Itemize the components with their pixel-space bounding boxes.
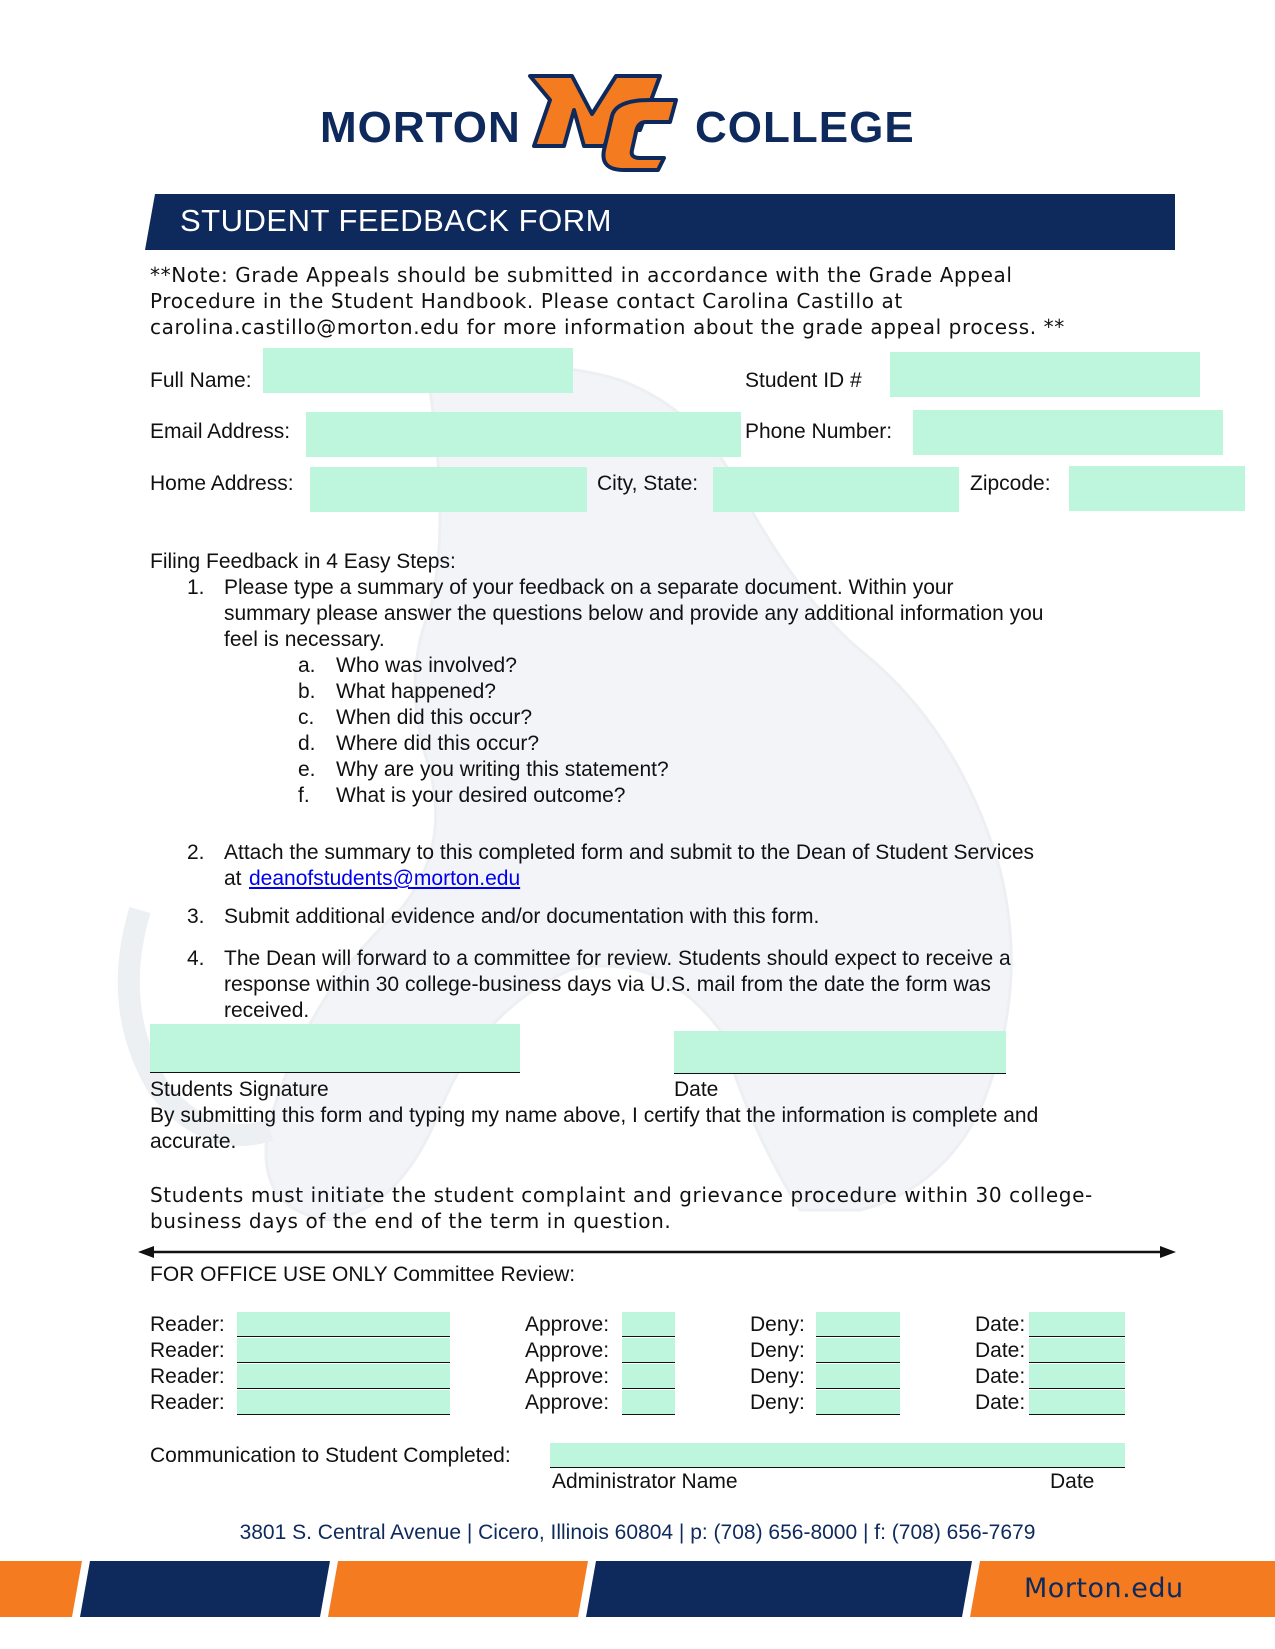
deny-field[interactable] [816, 1312, 900, 1337]
reader-field[interactable] [237, 1312, 450, 1337]
approve-label: Approve: [525, 1391, 610, 1414]
deny-label: Deny: [750, 1365, 805, 1388]
review-date-field[interactable] [1029, 1390, 1125, 1415]
review-date-label: Date: [975, 1339, 1026, 1362]
reader-field[interactable] [237, 1364, 450, 1389]
student-signature-label: Students Signature [150, 1078, 329, 1101]
approve-label: Approve: [525, 1365, 610, 1388]
step-2-number: 2. [187, 841, 205, 864]
city-state-label: City, State: [597, 472, 699, 495]
student-id-field[interactable] [890, 352, 1200, 397]
student-signature-field[interactable] [150, 1024, 520, 1073]
deny-field[interactable] [816, 1390, 900, 1415]
sub-item-text: Who was involved? [336, 654, 517, 677]
step-1-number: 1. [187, 576, 205, 599]
city-state-field[interactable] [713, 467, 959, 512]
step-4-text: The Dean will forward to a committee for review. Students should expect to receive a [224, 947, 1011, 970]
email-label: Email Address: [150, 420, 291, 443]
footer-address: 3801 S. Central Avenue | Cicero, Illinois 60804 | p: (708) 656-8000 | f: (708) 656-7679 [239, 1521, 1036, 1544]
zipcode-field[interactable] [1069, 466, 1245, 511]
step-2-at: at [224, 867, 242, 890]
deny-field[interactable] [816, 1338, 900, 1363]
student-id-label: Student ID # [745, 369, 862, 392]
certify-text: By submitting this form and typing my name above, I certify that the information is complete and [150, 1104, 1039, 1127]
full-name-label: Full Name: [150, 369, 252, 392]
steps-heading: Filing Feedback in 4 Easy Steps: [150, 550, 456, 573]
mc-monogram-logo [520, 70, 680, 174]
approve-field[interactable] [622, 1338, 675, 1363]
step-4-text: received. [224, 999, 310, 1022]
logo-morton-word: MORTON [320, 103, 521, 152]
approve-label: Approve: [525, 1313, 610, 1336]
reader-label: Reader: [150, 1313, 225, 1336]
sub-item-text: Why are you writing this statement? [336, 758, 669, 781]
grade-appeal-note: **Note: Grade Appeals should be submitted in accordance with the Grade Appeal Procedure in the Student Handbook. Please contact Carolina Castillo at carolina.castillo@morton.edu for more information about the grade appeal process. ** [150, 263, 1065, 339]
approve-field[interactable] [622, 1312, 675, 1337]
step-3-number: 3. [187, 905, 205, 928]
sub-item-letter: f. [298, 784, 310, 807]
zipcode-label: Zipcode: [970, 472, 1051, 495]
office-use-heading: FOR OFFICE USE ONLY Committee Review: [150, 1263, 576, 1286]
sub-item-letter: b. [298, 680, 316, 703]
review-date-field[interactable] [1029, 1364, 1125, 1389]
signature-date-field[interactable] [674, 1031, 1006, 1074]
sub-item-text: Where did this occur? [336, 732, 540, 755]
sub-item-text: What happened? [336, 680, 496, 703]
reader-label: Reader: [150, 1339, 225, 1362]
signature-date-label: Date [674, 1078, 719, 1101]
review-date-label: Date: [975, 1313, 1026, 1336]
step-1-text: Please type a summary of your feedback on a separate document. Within your [224, 576, 954, 599]
full-name-field[interactable] [263, 348, 573, 393]
deny-label: Deny: [750, 1313, 805, 1336]
sub-item-letter: e. [298, 758, 316, 781]
reader-label: Reader: [150, 1365, 225, 1388]
approve-field[interactable] [622, 1364, 675, 1389]
approve-field[interactable] [622, 1390, 675, 1415]
form-title: STUDENT FEEDBACK FORM [180, 203, 612, 238]
double-arrow-divider [138, 1244, 1176, 1260]
reader-field[interactable] [237, 1390, 450, 1415]
review-date-label: Date: [975, 1365, 1026, 1388]
administrator-name-label: Administrator Name [552, 1470, 738, 1493]
approve-label: Approve: [525, 1339, 610, 1362]
review-date-field[interactable] [1029, 1338, 1125, 1363]
sub-item-text: When did this occur? [336, 706, 533, 729]
step-2-text: Attach the summary to this completed form and submit to the Dean of Student Services [224, 841, 1035, 864]
reader-field[interactable] [237, 1338, 450, 1363]
logo-college-word: COLLEGE [695, 103, 915, 152]
phone-field[interactable] [913, 410, 1223, 455]
review-date-field[interactable] [1029, 1312, 1125, 1337]
reader-label: Reader: [150, 1391, 225, 1414]
footer-website[interactable]: Morton.edu [1024, 1573, 1184, 1604]
deadline-note: Students must initiate the student complaint and grievance procedure within 30 college- [150, 1183, 1093, 1207]
administrator-date-label: Date [1050, 1470, 1095, 1493]
step-1-text: feel is necessary. [224, 628, 385, 651]
communication-label: Communication to Student Completed: [150, 1444, 511, 1467]
sub-item-text: What is your desired outcome? [336, 784, 626, 807]
step-1-text: summary please answer the questions below and provide any additional information you [224, 602, 1044, 625]
sub-item-letter: c. [298, 706, 315, 729]
review-date-label: Date: [975, 1391, 1026, 1414]
deny-label: Deny: [750, 1339, 805, 1362]
deny-field[interactable] [816, 1364, 900, 1389]
step-4-text: response within 30 college-business days via U.S. mail from the date the form was [224, 973, 991, 996]
sub-item-letter: a. [298, 654, 316, 677]
phone-label: Phone Number: [745, 420, 893, 443]
certify-text: accurate. [150, 1130, 237, 1153]
step-3-text: Submit additional evidence and/or documentation with this form. [224, 905, 820, 928]
home-address-field[interactable] [310, 467, 587, 512]
communication-field[interactable] [550, 1443, 1125, 1468]
deny-label: Deny: [750, 1391, 805, 1414]
home-address-label: Home Address: [150, 472, 294, 495]
sub-item-letter: d. [298, 732, 316, 755]
email-field[interactable] [306, 412, 741, 457]
dean-email-link[interactable]: deanofstudents@morton.edu [249, 867, 521, 890]
step-4-number: 4. [187, 947, 205, 970]
deadline-note: business days of the end of the term in question. [150, 1209, 672, 1233]
